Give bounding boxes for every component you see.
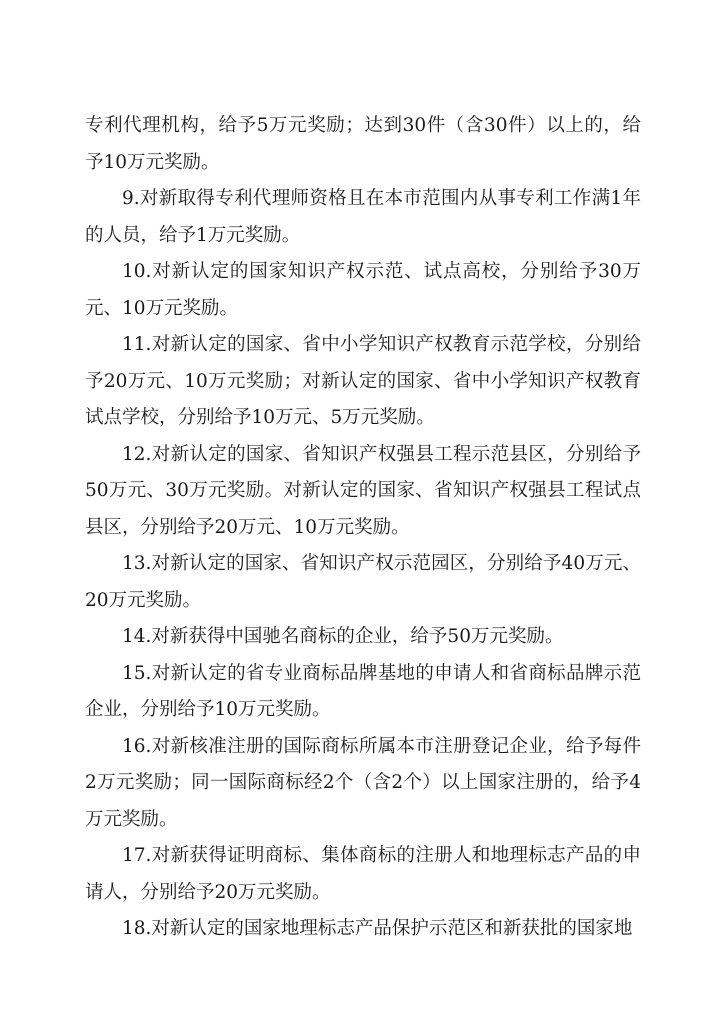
paragraph-item-18: 18.对新认定的国家地理标志产品保护示范区和新获批的国家地 [122,918,633,939]
paragraph-continuation: 专利代理机构，给予5万元奖励；达到30件（含30件）以上的，给予10万元奖励。 [85,115,641,173]
paragraph-item-13: 13.对新认定的国家、省知识产权示范园区，分别给予40万元、20万元奖励。 [85,553,641,611]
paragraph-item-15: 15.对新认定的省专业商标品牌基地的申请人和省商标品牌示范企业，分别给予10万元奖励。 [85,662,641,720]
paragraph-item-14: 14.对新获得中国驰名商标的企业，给予50万元奖励。 [122,626,564,647]
paragraph-item-11: 11.对新认定的国家、省中小学知识产权教育示范学校，分别给予20万元、10万元奖励；对新认定的国家、省中小学知识产权教育试点学校，分别给予10万元、5万元奖励。 [85,334,641,428]
paragraph-item-17: 17.对新获得证明商标、集体商标的注册人和地理标志产品的申请人，分别给予20万元奖励。 [85,845,641,903]
paragraph-item-9: 9.对新取得专利代理师资格且在本市范围内从事专利工作满1年的人员，给予1万元奖励。 [85,188,641,246]
paragraph-item-10: 10.对新认定的国家知识产权示范、试点高校，分别给予30万元、10万元奖励。 [85,261,641,319]
paragraph-item-12: 12.对新认定的国家、省知识产权强县工程示范县区，分别给予50万元、30万元奖励。对新认定的国家、省知识产权强县工程试点县区，分别给予20万元、10万元奖励。 [85,443,641,538]
document-body [85,108,641,948]
paragraph-item-16: 16.对新核准注册的国际商标所属本市注册登记企业，给予每件2万元奖励；同一国际商标经2个（含2个）以上国家注册的，给予4万元奖励。 [85,735,641,830]
